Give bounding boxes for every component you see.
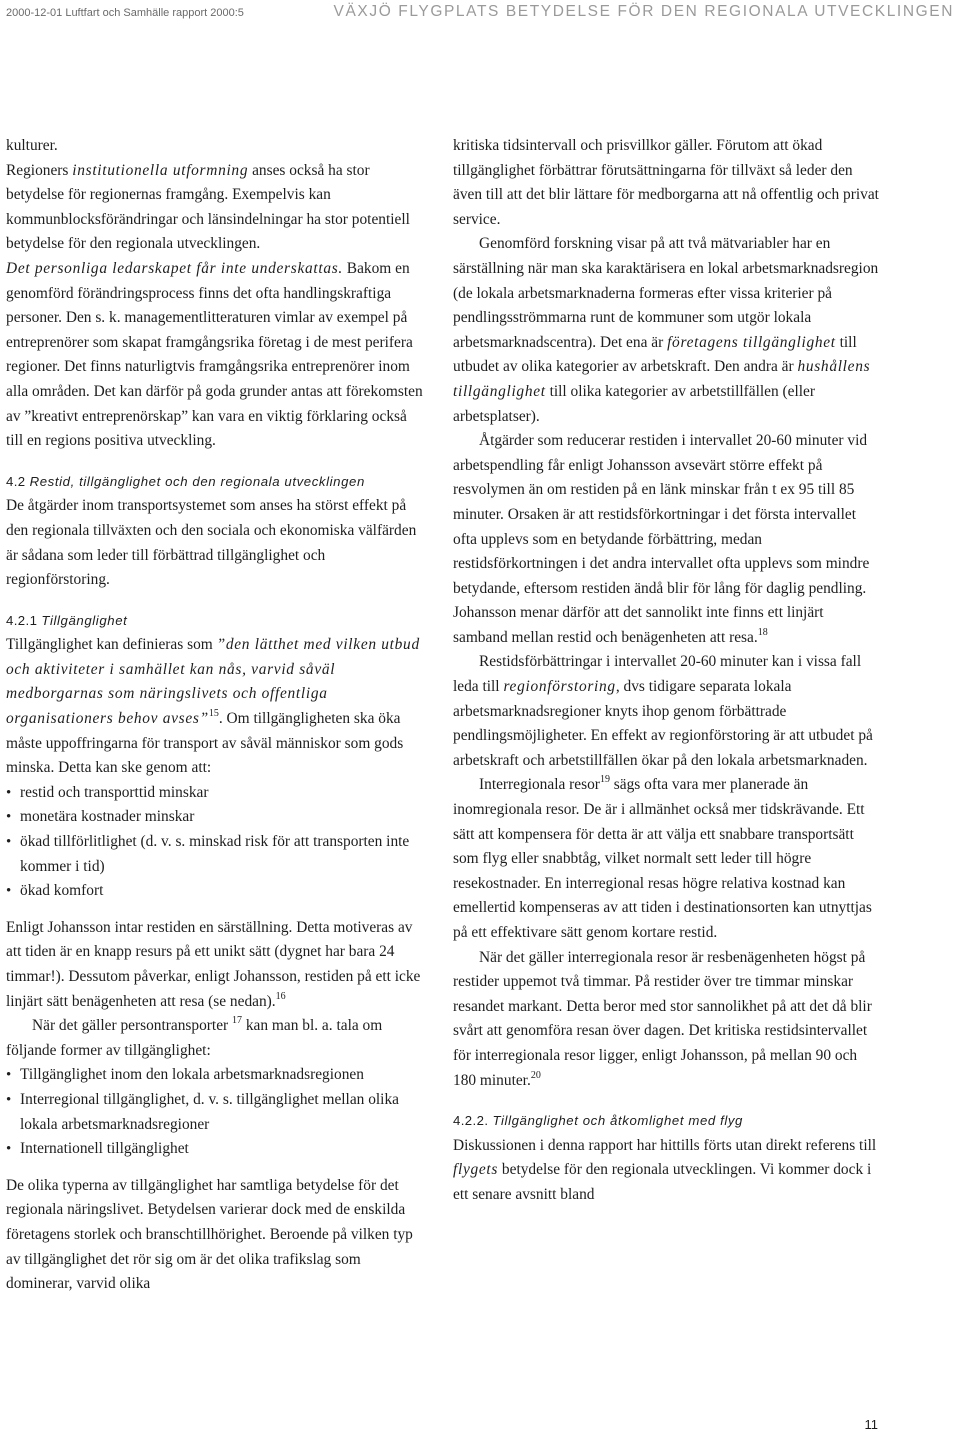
list-item: • ökad tillförlitlighet (d. v. s. minskad risk för att transporten inte kommer i tid) [6,830,426,879]
footnote-ref: 20 [530,1069,541,1081]
list-item: • Interregional tillgänglighet, d. v. s. tillgänglighet mellan olika lokala arbetsmarknadsregioner [6,1088,426,1137]
paragraph: Tillgänglighet kan definieras som ”den lätthet med vilken utbud och aktiviteter i samhället kan nås, varvid såväl medborgarnas som näringslivets och offentliga organisationers behov avses”$^{15}$. Om tillgängligheten ska öka måste uppoffringarna för transport av såväl människor som gods minska. Detta kan ske genom att: [6,636,420,777]
right-column [453,134,879,1208]
paragraph: kritiska tidsintervall och prisvillkor gäller. Förutom att ökad tillgänglighet förbättrar förutsättningarna för tillväxt så leder den även till att det blir lättare för medborgarna att nå offentlig och privat service. [453,137,879,228]
header-report-title: VÄXJÖ FLYGPLATS BETYDELSE FÖR DEN REGIONALA UTVECKLINGEN [333,3,954,20]
section-heading-4-2: 4.2 Restid, tillgänglighet och den regionala utvecklingen [6,473,365,489]
list-item: • ökad komfort [6,879,426,904]
section-heading-4-2-2: 4.2.2. Tillgänglighet och åtkomlighet med flyg [453,1113,743,1129]
paragraph: När det gäller interregionala resor är resbenägenheten högst på restider uppemot två timmar. På restider över tre timmar minskar resandet markant. Detta beror med stor sannolikhet på att det då blir svårt att genomföra resan över dagen. Det kritiska restidsintervallet för interregionala resor ligger, enligt Johansson, på mellan 90 och 180 minuter.$^{20}$ [453,948,872,1089]
section-heading-4-2-1: 4.2.1 Tillgänglighet [6,612,128,628]
footnote-ref: 16 [275,990,286,1002]
paragraph: Åtgärder som reducerar restiden i intervallet 20-60 minuter vid arbetspendling får enligt Johansson avsevärt större effekt på resvolymen än om restiden på en länk minskar från t ex 95 till 85 minuter. Orsaken är att restidsförkortningar i det första intervallet ofta upplevs som en betydande förbättring, medan restidsförkortningen i det andra intervallet ofta upplevs som mindre betydande, eftersom restiden ändå blir för lång för daglig pendling. Johansson menar därför att det sannolikt inte finns ett linjärt samband mellan restid och benägenheten att resa.$^{18}$ [453,432,870,646]
paragraph: Restidsförbättringar i intervallet 20-60 minuter kan i vissa fall leda till regionförstoring, dvs tidigare separata lokala arbetsmarknadsregioner knyts ihop genom förbättrade pendlingsmöjligheter. En effekt av regionförstoring är att utbudet på arbetskraft och arbetstillfällen ökar på den lokala arbetsmarknaden. [453,653,873,769]
running-header [0,0,960,28]
paragraph: När det gäller persontransporter $^{17}$ kan man bl. a. tala om följande former av tillgänglighet: [6,1015,383,1059]
list-item: • monetära kostnader minskar [6,805,426,830]
paragraph: Diskussionen i denna rapport har hittills förts utan direkt referens till flygets betydelse för den regionala utvecklingen. Vi kommer dock i ett senare avsnitt bland [453,1136,877,1203]
paragraph: kulturer. [6,137,58,154]
paragraph: Regioners institutionella utformning anses också ha stor betydelse för regionernas framgång. Exempelvis kan kommunblocksförändringar och länsindelningar ha stor potentiell betydelse för den regionala utvecklingen. [6,161,410,253]
footnote-ref: 17 [232,1015,242,1027]
paragraph: Interregionala resor$^{19}$ sägs ofta vara mer planerade än inomregionala resor. De är i allmänhet också mer tidskrävande. Ett sätt att kompensera för detta är att välja ett snabbare transportsätt som flyg eller snabbtåg, vilket normalt sett leder till högre resekostnader. En interregional resas högre relativa kostnad kan emellertid kompenseras av att tiden i destinationsorten kan utnyttjas på ett effektivare sätt genom kortare restid. [453,774,872,941]
footnote-ref: 15 [208,708,219,720]
footnote-ref: 18 [757,626,768,638]
footnote-ref: 19 [599,774,610,786]
paragraph: De olika typerna av tillgänglighet har samtliga betydelse för det regionala näringslivet. Betydelsen varierar dock med de enskilda företagens storlek och branschtillhörighet. Beroende på vilken typ av tillgänglighet det rör sig om är det olika trafikslag som dominerar, varvid olika [6,1176,413,1293]
list-item: • restid och transporttid minskar [6,781,426,806]
paragraph: Genomförd forskning visar på att två mätvariabler har en särställning när man ska karaktärisera en lokal arbetsmarknadsregion (de lokala arbetsmarknaderna formeras efter vissa kriterier på pendlingsströmmarna runt de kommuner som utgör lokala arbetsmarknadscentra). Det ena är företagens tillgänglighet till utbudet av olika kategorier av arbetskraft. Den andra är hushållens tillgänglighet till olika kategorier av arbetstillfällen (eller arbetsplatser). [453,235,879,425]
list-item: • Tillgänglighet inom den lokala arbetsmarknadsregionen [6,1063,426,1088]
header-date-report: 2000-12-01 Luftfart och Samhälle rapport 2000:5 [6,7,244,19]
page-number: 11 [864,1417,878,1432]
left-column [6,134,426,1297]
paragraph: Det personliga ledarskapet får inte underskattas. Bakom en genomförd förändringsprocess finns det ofta handlingskraftiga personer. Den s. k. managementlitteraturen vimlar av exempel på entreprenörer som skapat framgångsrika företag i de mest perifera regioner. Det finns naturligtvis framgångsrika entreprenörer inom alla områden. Det kan därför på goda grunder antas att förekomsten av ”kreativt entreprenörskap” kan vara en viktig förklaring också till en regions positiva utveckling. [6,259,423,450]
bullet-list-accessibility-forms [6,1063,426,1161]
list-item: • Internationell tillgänglighet [6,1137,426,1162]
paragraph: Enligt Johansson intar restiden en särställning. Detta motiveras av att tiden är en knapp resurs på ett unikt sätt (dygnet har bara 24 timmar!). Dessutom påverkar, enligt Johansson, restiden på ett icke linjärt sätt benägenheten att resa (se nedan).$^{16}$ [6,918,421,1010]
paragraph: De åtgärder inom transportsystemet som anses ha störst effekt på den regionala tillväxten och den sociala och ekonomiska välfärden är sådana som leder till förbättrad tillgänglighet och regionförstoring. [6,497,417,589]
bullet-list-factors [6,781,426,904]
